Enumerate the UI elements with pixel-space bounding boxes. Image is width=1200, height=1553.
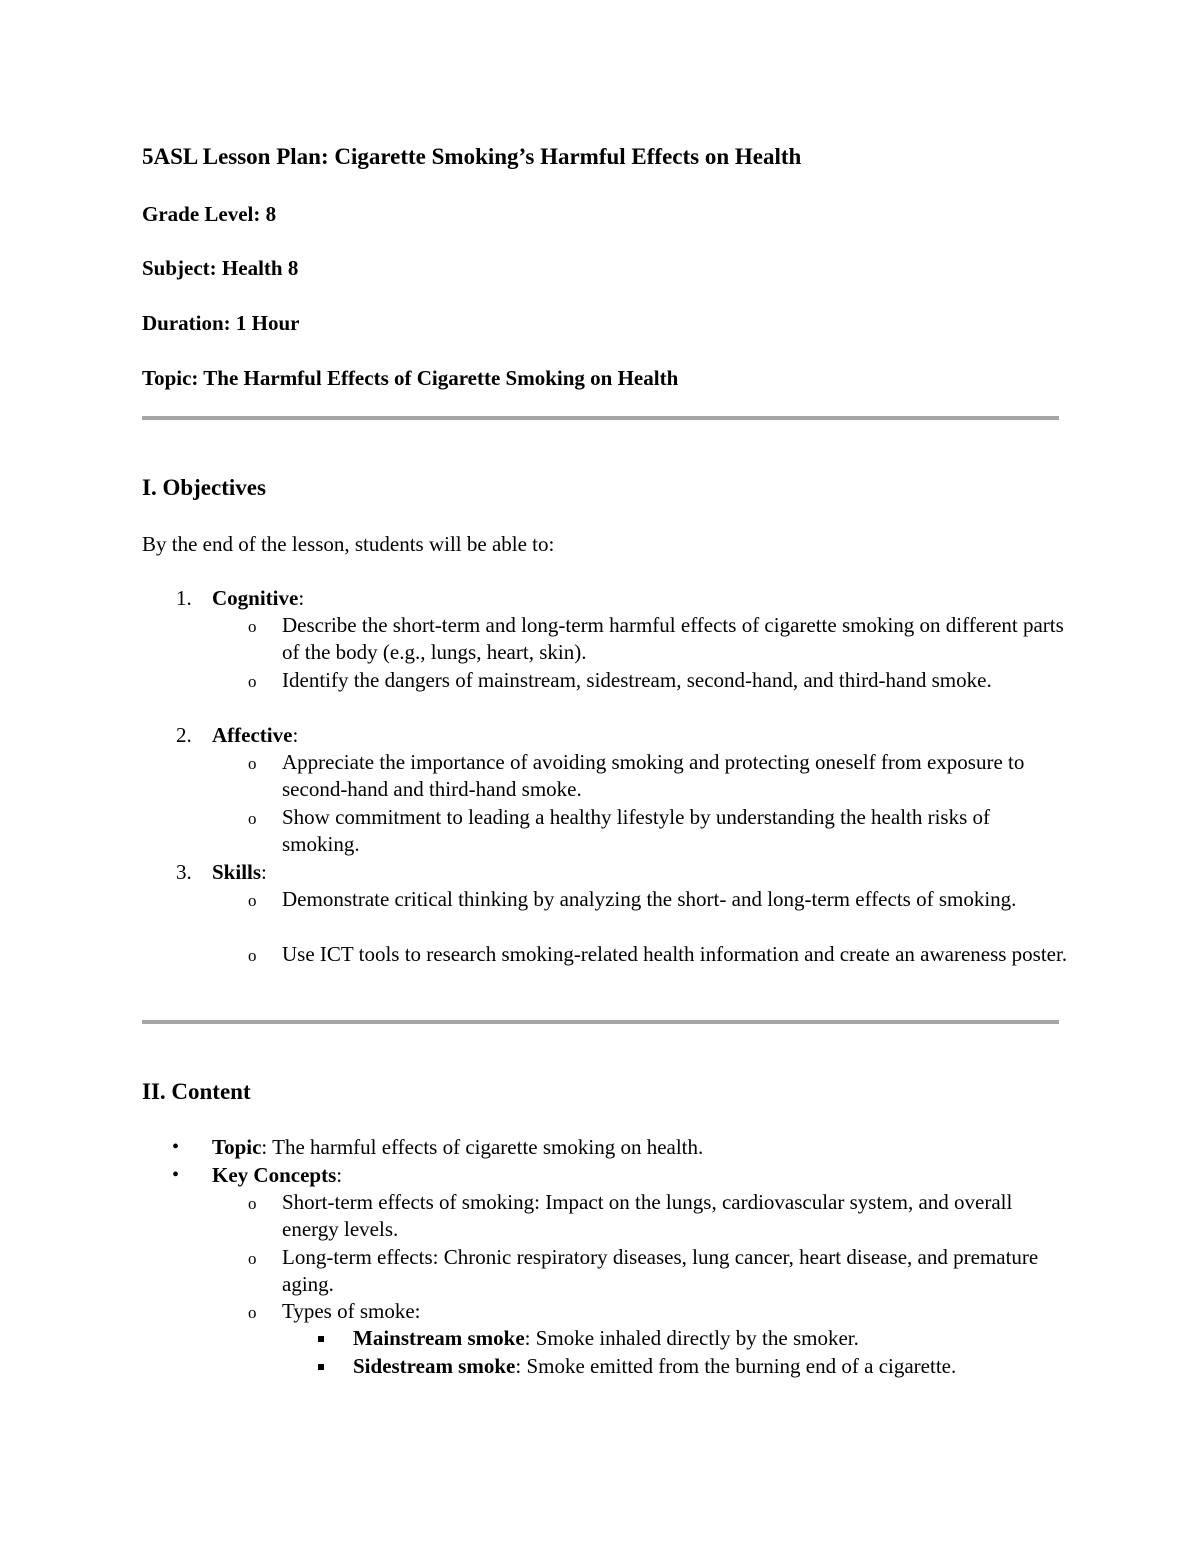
objectives-intro: By the end of the lesson, students will be able to: [142,532,555,556]
horizontal-rule [142,416,1059,420]
smoke-type-text: : Smoke inhaled directly by the smoker. [524,1326,859,1350]
category-label: Affective [212,723,293,747]
horizontal-rule [142,1020,1059,1024]
content-heading: II. Content [142,1079,251,1104]
category-label: Skills [212,860,262,884]
label-separator: : [298,586,305,610]
objective-sub-item: Use ICT tools to research smoking-related health information and create an awareness poster. [282,942,1068,966]
concept-item: Short-term effects of smoking: Impact on the lungs, cardiovascular system, and overall energy levels. [282,1190,1013,1242]
duration-line: Duration: 1 Hour [142,311,300,335]
topic-text: : The harmful effects of cigarette smoking on health. [261,1135,704,1159]
sub-bullet-icon: o [248,946,257,965]
bullet-icon: • [172,1164,180,1186]
concept-item: Types of smoke: [282,1299,421,1323]
label-separator: : [261,860,267,884]
smoke-type-label: Mainstream smoke [353,1326,525,1350]
content-topic [212,1134,1072,1161]
objective-sub-item: Describe the short-term and long-term harmful effects of cigarette smoking on different parts of the body (e.g., lungs, heart, skin). [282,613,1064,665]
sub-bullet-icon: o [248,1249,257,1268]
key-concepts-label: Key Concepts [212,1163,337,1187]
subject-line: Subject: Health 8 [142,256,299,280]
sub-bullet-icon: o [248,754,257,773]
smoke-type-item [353,1325,1083,1352]
sub-bullet-icon: o [248,672,257,691]
smoke-type-text: : Smoke emitted from the burning end of a cigarette. [515,1354,957,1378]
key-concepts [212,1162,1072,1189]
sub-bullet-icon: o [248,1303,257,1322]
list-number: 2. [176,723,192,747]
category-label: Cognitive [212,586,299,610]
list-number: 1. [176,586,192,610]
square-bullet-icon [318,1336,324,1342]
objective-category [212,585,1072,612]
sub-bullet-icon: o [248,809,257,828]
label-separator: : [336,1163,343,1187]
objective-category [212,722,1072,749]
objective-sub-item: Appreciate the importance of avoiding smoking and protecting oneself from exposure to second-hand and third-hand smoke. [282,750,1025,802]
sub-bullet-icon: o [248,617,257,636]
objective-sub-item: Identify the dangers of mainstream, sidestream, second-hand, and third-hand smoke. [282,668,992,692]
objectives-heading: I. Objectives [142,475,266,500]
topic-label: Topic [212,1135,262,1159]
objective-sub-item: Demonstrate critical thinking by analyzing the short- and long-term effects of smoking. [282,887,1017,911]
square-bullet-icon [318,1364,324,1370]
concept-item: Long-term effects: Chronic respiratory diseases, lung cancer, heart disease, and premature aging. [282,1245,1039,1297]
objective-sub-item: Show commitment to leading a healthy lifestyle by understanding the health risks of smoking. [282,805,991,857]
label-separator: : [292,723,299,747]
objective-category [212,859,1072,886]
smoke-type-label: Sidestream smoke [353,1354,516,1378]
bullet-icon: • [172,1136,180,1158]
sub-bullet-icon: o [248,891,257,910]
grade-level: Grade Level: 8 [142,202,277,226]
document-title: 5ASL Lesson Plan: Cigarette Smoking’s Harmful Effects on Health [142,144,802,169]
sub-bullet-icon: o [248,1194,257,1213]
list-number: 3. [176,860,192,884]
smoke-type-item [353,1353,1083,1380]
topic-line: Topic: The Harmful Effects of Cigarette Smoking on Health [142,366,679,390]
